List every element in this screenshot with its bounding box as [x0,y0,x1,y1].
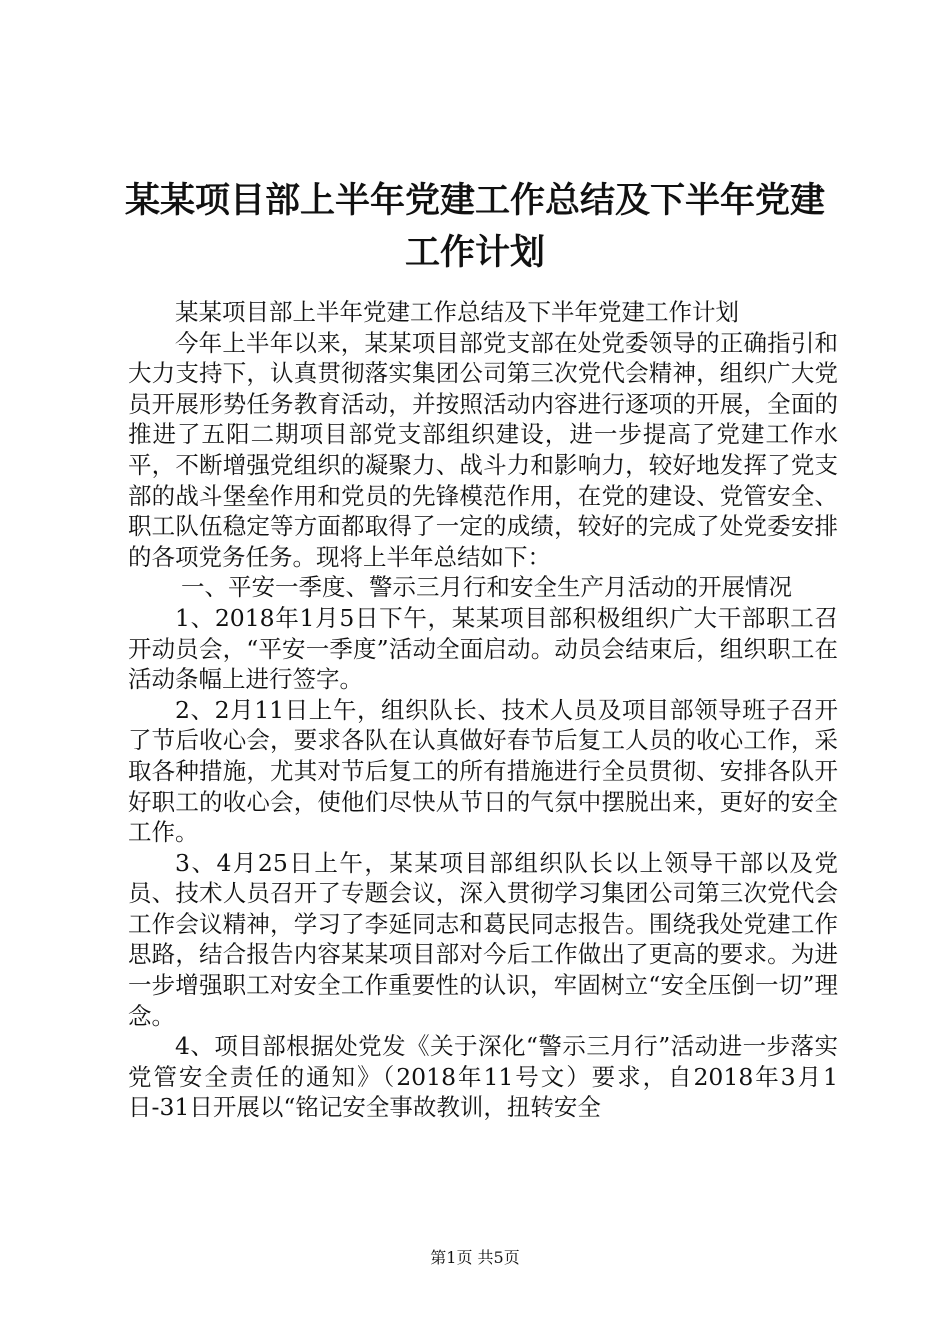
item-paragraph-3: 3、4月25日上午，某某项目部组织队长以上领导干部以及党员、技术人员召开了专题会议，深入贯彻学习集团公司第三次党代会工作会议精神，学习了李延同志和葛民同志报告。围绕我处党建工作思路，结合报告内容某某项目部对今后工作做出了更高的要求。为进一步增强职工对安全工作重要性的认识，牢固树立“安全压倒一切”理念。 [128,848,838,1030]
title-line-1: 某某项目部上半年党建工作总结及下半年党建 [124,181,825,221]
section-heading-1: 一、平安一季度、警示三月行和安全生产月活动的开展情况 [181,573,792,602]
intro-paragraph: 今年上半年以来，某某项目部党支部在处党委领导的正确指引和大力支持下，认真贯彻落实集团公司第三次党代会精神，组织广大党员开展形势任务教育活动，并按照活动内容进行逐项的开展，全面的推进了五阳二期项目部党支部组织建设，进一步提高了党建工作水平，不断增强党组织的凝聚力、战斗力和影响力，较好地发挥了党支部的战斗堡垒作用和党员的先锋模范作用，在党的建设、党管安全、职工队伍稳定等方面都取得了一定的成绩，较好的完成了处党委安排的各项党务任务。现将上半年总结如下： [128,328,838,571]
title-line-2: 工作计划 [404,233,545,273]
document-body [128,297,838,1123]
subtitle-paragraph: 某某项目部上半年党建工作总结及下半年党建工作计划 [175,298,739,326]
item-paragraph-2: 2、2月11日上午，组织队长、技术人员及项目部领导班子召开了节后收心会，要求各队在认真做好春节后复工人员的收心工作，采取各种措施，尤其对节后复工的所有措施进行全员贯彻、安排各队开好职工的收心会，使他们尽快从节日的气氛中摆脱出来，更好的安全工作。 [128,695,838,847]
document-title [100,178,850,282]
item-paragraph-1: 1、2018年1月5日下午，某某项目部积极组织广大干部职工召开动员会，“平安一季度”活动全面启动。动员会结束后，组织职工在活动条幅上进行签字。 [128,603,838,694]
page-footer: 第1页 共5页 [430,1248,520,1267]
item-paragraph-4: 4、项目部根据处党发《关于深化“警示三月行”活动进一步落实党管安全责任的通知》（2018年11号文）要求，自2018年3月1日-31日开展以“铭记安全事故教训，扭转安全 [128,1032,838,1122]
